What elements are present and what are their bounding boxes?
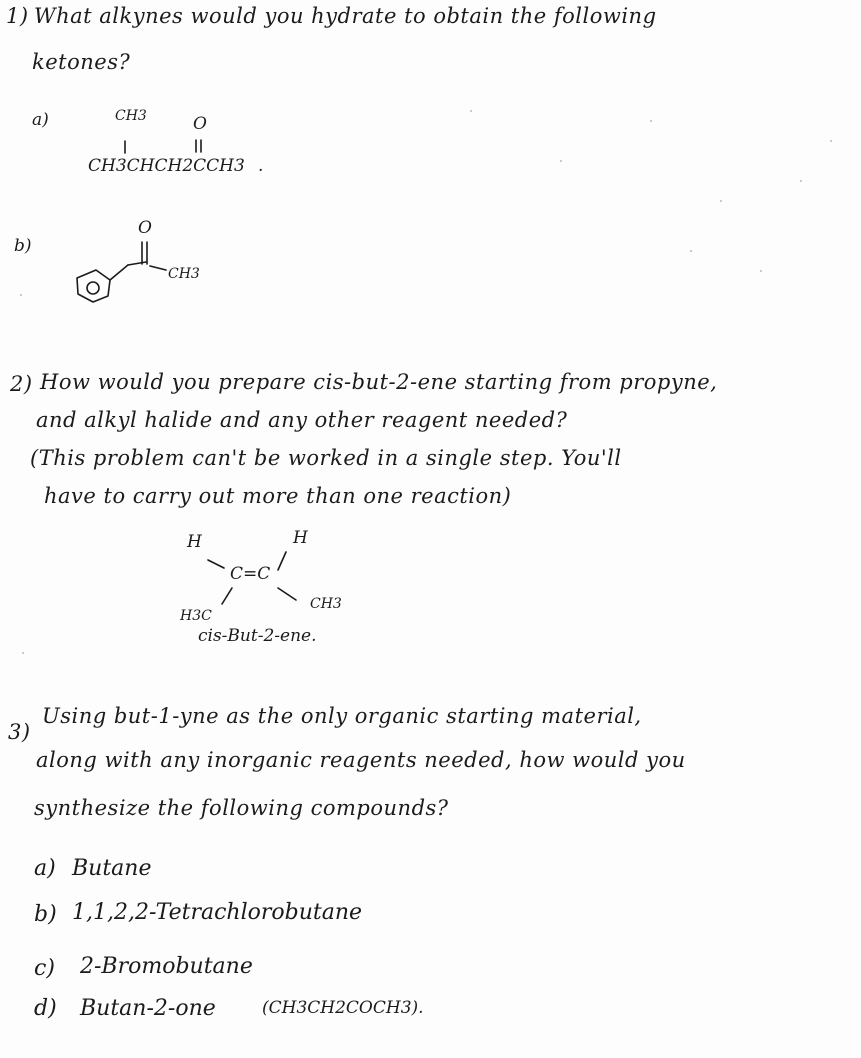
cis-butene-ch3: CH3 xyxy=(310,596,342,612)
cis-butene-h-left: H xyxy=(187,532,202,552)
question-2-text-line-3: (This problem can't be worked in a single step. You'll xyxy=(30,446,622,470)
carbonyl-to-methyl-bond xyxy=(128,262,146,265)
h-right-bond xyxy=(278,552,286,570)
scan-speck xyxy=(560,160,562,162)
part-b-carbonyl-oxygen: O xyxy=(138,218,152,238)
question-3-text-line-3: synthesize the following compounds? xyxy=(34,796,449,820)
question-1-text-line-1: What alkynes would you hydrate to obtain the following xyxy=(34,4,657,28)
scan-speck xyxy=(650,120,652,122)
q3-item-a-label: a) xyxy=(34,856,56,881)
scan-speck xyxy=(690,250,692,252)
ch3-bond xyxy=(278,588,296,600)
q3-item-c-text: 2-Bromobutane xyxy=(80,954,253,979)
scan-speck xyxy=(830,140,832,142)
part-b-label: b) xyxy=(14,236,32,256)
question-2-text-line-2: and alkyl halide and any other reagent needed? xyxy=(36,408,568,432)
part-a-label: a) xyxy=(32,110,49,130)
cis-butene-name: cis-But-2-ene. xyxy=(198,626,317,646)
q3-item-b-text: 1,1,2,2-Tetrachlorobutane xyxy=(72,900,363,925)
question-3-text-line-2: along with any inorganic reagents needed, how would you xyxy=(36,748,686,772)
part-a-condensed-formula: CH3CHCH2CCH3 xyxy=(88,156,245,176)
question-1-text-line-2: ketones? xyxy=(32,50,131,74)
question-2-text-line-1: How would you prepare cis-but-2-ene starting from propyne, xyxy=(40,370,718,394)
q3-item-d-label: d) xyxy=(34,996,57,1021)
part-a-carbonyl-oxygen: O xyxy=(193,114,207,134)
h3c-bond xyxy=(222,588,232,604)
q3-item-a-text: Butane xyxy=(72,856,152,881)
scan-speck xyxy=(760,270,762,272)
scan-speck xyxy=(22,652,24,654)
question-3-number: 3) xyxy=(8,720,31,744)
question-2-text-line-4: have to carry out more than one reaction) xyxy=(44,484,512,508)
part-a-period: . xyxy=(258,156,264,176)
benzene-ring xyxy=(77,270,110,302)
q3-item-b-label: b) xyxy=(34,902,57,927)
part-a-branch-ch3: CH3 xyxy=(115,108,147,124)
cis-butene-h3c: H3C xyxy=(180,608,212,624)
cis-butene-h-right: H xyxy=(293,528,308,548)
q3-item-d-text: Butan-2-one xyxy=(80,996,216,1021)
scan-speck xyxy=(470,110,472,112)
ring-to-carbonyl-bond xyxy=(110,265,128,280)
h-left-bond xyxy=(208,560,224,568)
q3-item-c-label: c) xyxy=(34,956,55,981)
question-3-text-line-1: Using but-1-yne as the only organic starting material, xyxy=(42,704,642,728)
scan-speck xyxy=(20,294,22,296)
cis-butene-double-bond: C=C xyxy=(230,564,271,584)
benzene-inner-circle xyxy=(87,282,99,294)
scan-speck xyxy=(800,180,802,182)
question-2-number: 2) xyxy=(10,372,33,396)
q3-item-d-formula: (CH3CH2COCH3). xyxy=(262,998,424,1018)
scan-speck xyxy=(720,200,722,202)
part-b-methyl-bond xyxy=(150,266,166,270)
question-1-number: 1) xyxy=(6,4,29,28)
part-b-methyl-label: CH3 xyxy=(168,266,200,282)
